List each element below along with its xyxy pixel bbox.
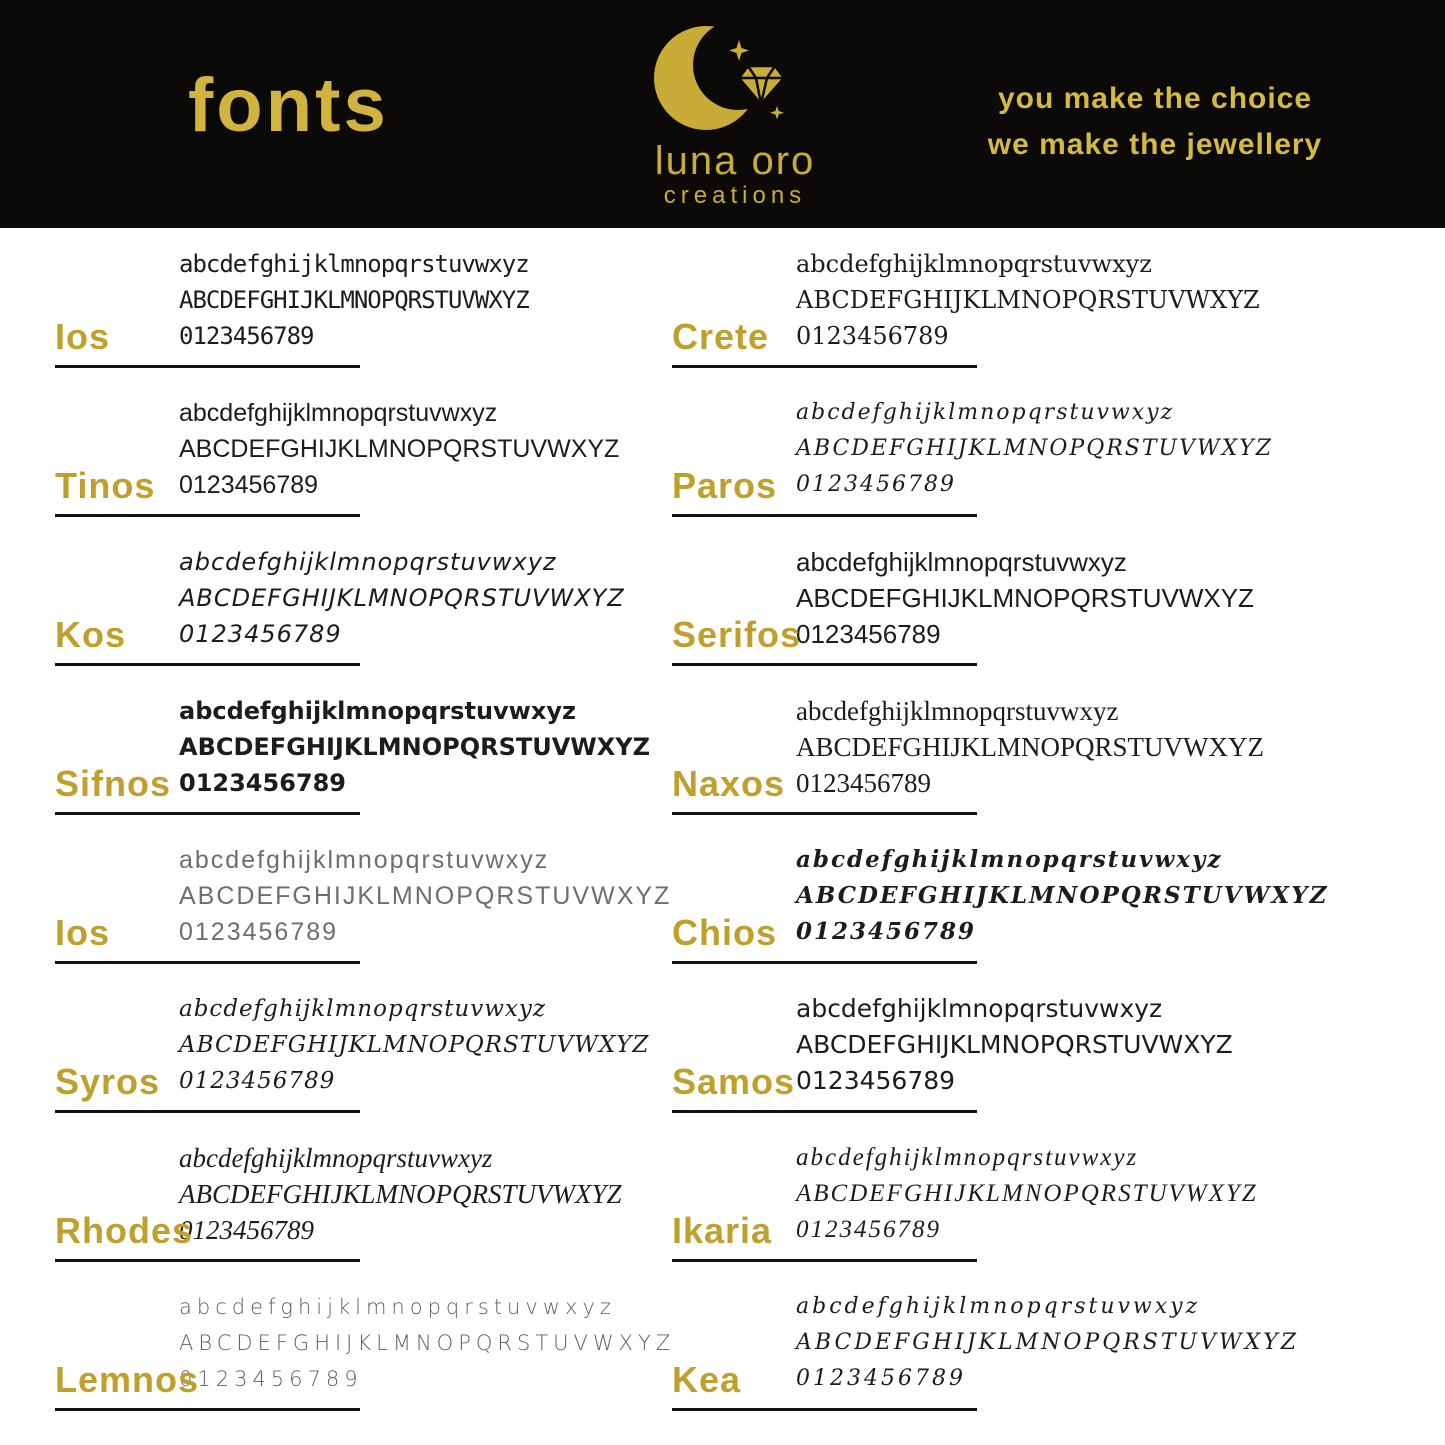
font-sample-row: [672, 973, 1445, 1113]
tagline: [985, 76, 1325, 168]
sample-digits: 0123456789: [796, 472, 956, 497]
font-name-label: Tinos: [55, 465, 156, 506]
font-sample-row: [55, 526, 672, 666]
font-name-label: Ios: [55, 912, 111, 953]
font-list: [0, 228, 1445, 1420]
sample-lowercase: abcdefghijklmnopqrstuvwxyz: [179, 1295, 616, 1319]
font-sample-row: [672, 1271, 1445, 1411]
font-name-label: Ios: [55, 316, 111, 357]
sample-digits: 0123456789: [179, 918, 339, 946]
sample-lowercase: abcdefghijklmnopqrstuvwxyz: [796, 400, 1175, 425]
font-name-label: Serifos: [672, 614, 802, 655]
sample-uppercase: ABCDEFGHIJKLMNOPQRSTUVWXYZ: [796, 1030, 1233, 1059]
sample-digits: 0123456789: [179, 322, 314, 350]
font-sample-row: [55, 377, 672, 517]
row-underline: [672, 812, 977, 815]
row-underline: [55, 1408, 360, 1411]
sample-digits: 0123456789: [796, 322, 949, 350]
row-underline: [672, 1110, 977, 1113]
sample-lowercase: abcdefghijklmnopqrstuvwxyz: [796, 696, 1119, 726]
sample-lowercase: abcdefghijklmnopqrstuvwxyz: [179, 996, 547, 1022]
font-sample-row: [672, 1122, 1445, 1262]
sample-uppercase: ABCDEFGHIJKLMNOPQRSTUVWXYZ: [179, 733, 651, 761]
font-sample: [796, 395, 1273, 503]
font-name-label: Kea: [672, 1359, 742, 1400]
row-underline: [55, 1259, 360, 1262]
sample-uppercase: ABCDEFGHIJKLMNOPQRSTUVWXYZ: [796, 583, 1254, 613]
sample-uppercase: ABCDEFGHIJKLMNOPQRSTUVWXYZ: [179, 1331, 676, 1355]
font-sample: [796, 246, 1260, 354]
font-sample: [179, 544, 625, 652]
sample-lowercase: abcdefghijklmnopqrstuvwxyz: [796, 1144, 1139, 1171]
font-sample-row: [672, 675, 1445, 815]
font-name-label: Lemnos: [55, 1359, 200, 1400]
font-sample-row: [55, 675, 672, 815]
left-column: [55, 228, 676, 1420]
row-underline: [55, 961, 360, 964]
font-name-label: Samos: [672, 1061, 796, 1102]
sample-digits: 0123456789: [179, 1367, 363, 1391]
sample-digits: 0123456789: [796, 918, 977, 945]
font-sample-row: [55, 1271, 676, 1411]
brand-logo: [635, 18, 835, 210]
font-sample: [796, 544, 1254, 652]
row-underline: [672, 663, 977, 666]
brand-subtitle: creations: [663, 182, 807, 209]
sample-uppercase: ABCDEFGHIJKLMNOPQRSTUVWXYZ: [179, 1179, 622, 1209]
font-sample-row: [55, 228, 672, 368]
sample-uppercase: ABCDEFGHIJKLMNOPQRSTUVWXYZ: [796, 1180, 1258, 1207]
sample-digits: 0123456789: [179, 1215, 314, 1245]
font-sample: [796, 842, 1328, 950]
sample-digits: 0123456789: [796, 1366, 966, 1391]
sample-digits: 0123456789: [796, 1066, 956, 1095]
font-sample: [179, 991, 649, 1099]
font-sample-row: [672, 824, 1445, 964]
sample-lowercase: abcdefghijklmnopqrstuvwxyz: [179, 846, 550, 874]
sample-uppercase: ABCDEFGHIJKLMNOPQRSTUVWXYZ: [796, 882, 1329, 909]
font-sample: [179, 842, 671, 950]
sample-lowercase: abcdefghijklmnopqrstuvwxyz: [796, 250, 1152, 278]
sample-lowercase: abcdefghijklmnopqrstuvwxyz: [796, 846, 1223, 873]
sample-uppercase: ABCDEFGHIJKLMNOPQRSTUVWXYZ: [796, 1330, 1300, 1355]
sample-uppercase: ABCDEFGHIJKLMNOPQRSTUVWXYZ: [179, 882, 672, 910]
font-sample-row: [672, 377, 1445, 517]
sample-lowercase: abcdefghijklmnopqrstuvwxyz: [796, 994, 1163, 1023]
sample-digits: 0123456789: [796, 1216, 941, 1243]
sample-lowercase: abcdefghijklmnopqrstuvwxyz: [796, 1294, 1201, 1319]
sample-digits: 0123456789: [796, 619, 941, 649]
sample-lowercase: abcdefghijklmnopqrstuvwxyz: [179, 548, 557, 576]
font-sample: [796, 693, 1264, 801]
sample-digits: 0123456789: [179, 769, 346, 797]
row-underline: [672, 1408, 977, 1411]
header-banner: [0, 0, 1445, 228]
font-name-label: Kos: [55, 614, 127, 655]
font-name-label: Chios: [672, 912, 778, 953]
font-sample: [796, 1289, 1299, 1397]
sample-uppercase: ABCDEFGHIJKLMNOPQRSTUVWXYZ: [179, 286, 529, 314]
brand-name: luna oro: [654, 139, 816, 183]
sample-uppercase: ABCDEFGHIJKLMNOPQRSTUVWXYZ: [796, 732, 1265, 762]
sample-uppercase: ABCDEFGHIJKLMNOPQRSTUVWXYZ: [179, 435, 620, 463]
font-sample-row: [55, 824, 672, 964]
font-sample-row: [672, 526, 1445, 666]
font-sample-row: [55, 973, 672, 1113]
sample-uppercase: ABCDEFGHIJKLMNOPQRSTUVWXYZ: [796, 286, 1260, 314]
moon-diamond-icon: [635, 18, 835, 138]
font-name-label: Crete: [672, 316, 770, 357]
right-column: [672, 228, 1445, 1420]
font-name-label: Naxos: [672, 763, 786, 804]
row-underline: [55, 365, 360, 368]
sample-lowercase: abcdefghijklmnopqrstuvwxyz: [796, 547, 1127, 577]
font-name-label: Ikaria: [672, 1210, 773, 1251]
sample-digits: 0123456789: [179, 620, 342, 648]
font-name-label: Paros: [672, 465, 778, 506]
font-sample: [179, 1289, 675, 1397]
sample-uppercase: ABCDEFGHIJKLMNOPQRSTUVWXYZ: [179, 584, 625, 612]
font-sample: [179, 1140, 621, 1248]
sample-uppercase: ABCDEFGHIJKLMNOPQRSTUVWXYZ: [796, 436, 1274, 461]
sample-lowercase: abcdefghijklmnopqrstuvwxyz: [179, 250, 529, 278]
tagline-line-1: you make the choice: [997, 82, 1313, 115]
sample-lowercase: abcdefghijklmnopqrstuvwxyz: [179, 1143, 493, 1173]
row-underline: [672, 1259, 977, 1262]
row-underline: [55, 514, 360, 517]
font-sample: [179, 395, 619, 503]
sample-lowercase: abcdefghijklmnopqrstuvwxyz: [179, 697, 576, 725]
row-underline: [672, 365, 977, 368]
font-name-label: Sifnos: [55, 763, 172, 804]
font-sample: [179, 693, 650, 801]
font-name-label: Rhodes: [55, 1210, 194, 1251]
sample-lowercase: abcdefghijklmnopqrstuvwxyz: [179, 399, 498, 427]
sample-uppercase: ABCDEFGHIJKLMNOPQRSTUVWXYZ: [179, 1032, 650, 1058]
page-title: fonts: [188, 63, 389, 148]
row-underline: [55, 1110, 360, 1113]
row-underline: [55, 812, 360, 815]
font-sample: [796, 991, 1233, 1099]
font-sample: [796, 1140, 1258, 1248]
font-name-label: Syros: [55, 1061, 161, 1102]
sample-digits: 0123456789: [179, 1068, 336, 1094]
font-sample-row: [672, 228, 1445, 368]
row-underline: [672, 961, 977, 964]
tagline-line-2: we make the jewellery: [987, 128, 1323, 161]
row-underline: [55, 663, 360, 666]
sample-digits: 0123456789: [179, 471, 319, 499]
font-sample-row: [55, 1122, 672, 1262]
font-sample: [179, 246, 529, 354]
sample-digits: 0123456789: [796, 768, 931, 798]
row-underline: [672, 514, 977, 517]
